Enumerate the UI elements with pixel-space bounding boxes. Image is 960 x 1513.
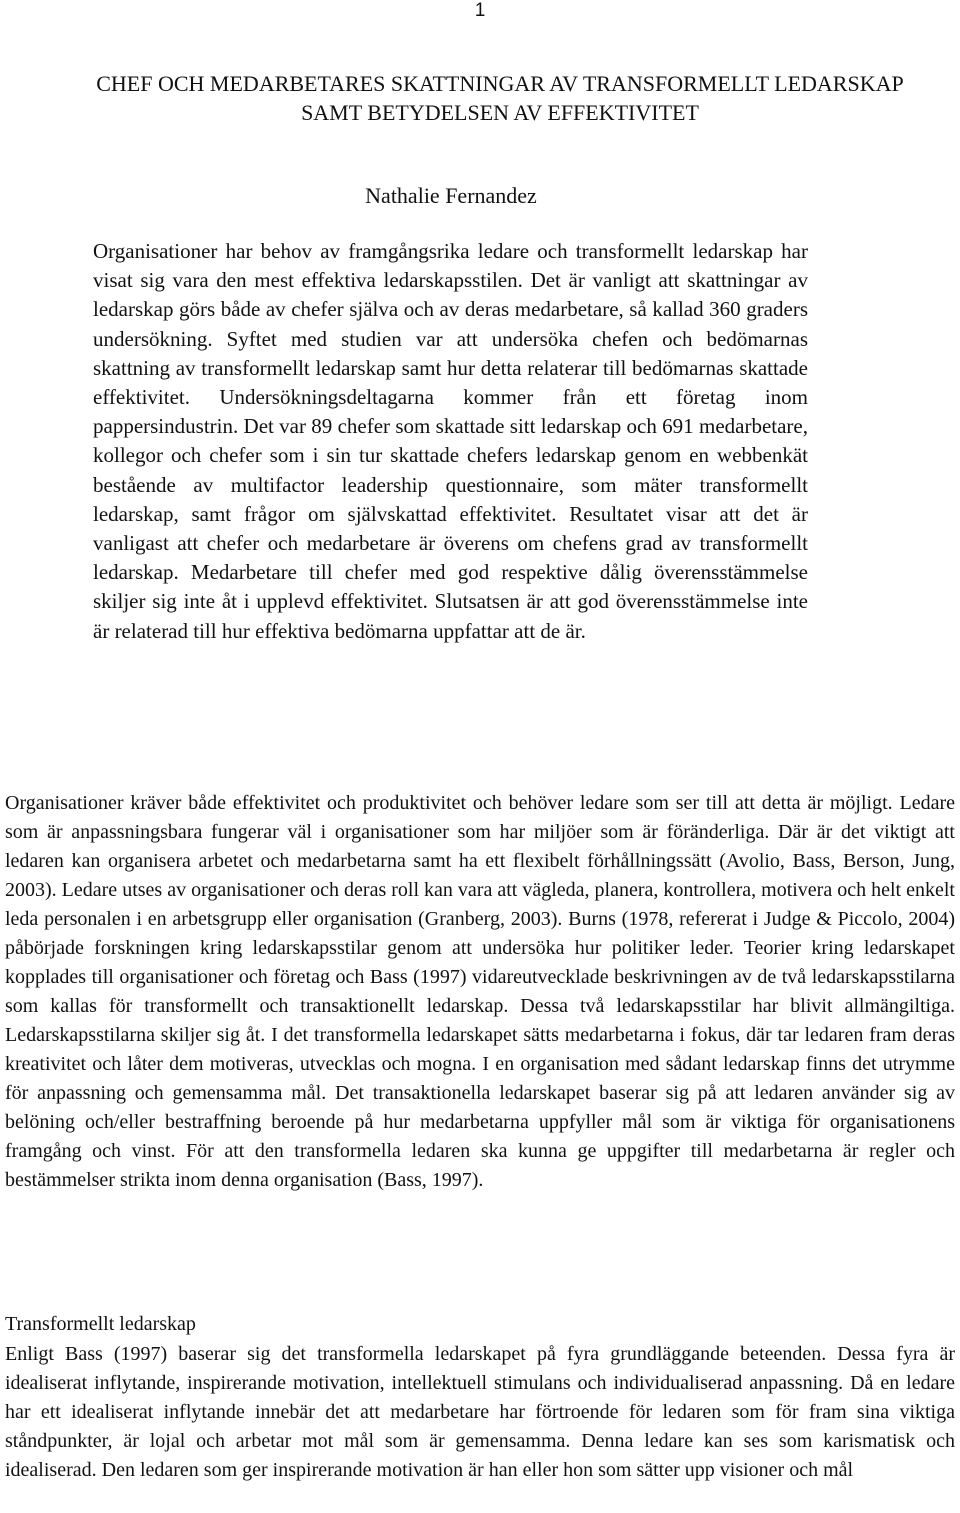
title-line-2: SAMT BETYDELSEN AV EFFEKTIVITET	[301, 100, 699, 125]
document-title	[0, 69, 960, 127]
page-number: 1	[474, 0, 486, 21]
abstract-paragraph: Organisationer har behov av framgångsrika ledare och transformellt ledarskap har visat sig vara den mest effektiva ledarskapsstilen. Det är vanligt att skattningar av ledarskap görs både av chefer själva och av deras medarbetare, så kallad 360 graders undersökning. Syftet med studien var att undersöka chefen och bedömarnas skattning av transformellt ledarskap samt hur detta relaterar till bedömarnas skattade effektivitet. Undersökningsdeltagarna kommer från ett företag inom pappersindustrin. Det var 89 chefer som skattade sitt ledarskap och 691 medarbetare, kollegor och chefer som i sin tur skattade chefers ledarskap genom en webbenkät bestående av multifactor leadership questionnaire, som mäter transformellt ledarskap, samt frågor om självskattad effektivitet. Resultatet visar att det är vanligast att chefer och medarbetare är överens om chefens grad av transformellt ledarskap. Medarbetare till chefer med god respektive dålig överensstämmelse skiljer sig inte åt i upplevd effektivitet. Slutsatsen är att god överensstämmelse inte är relaterad till hur effektiva bedömarna uppfattar att de är.	[93, 239, 808, 643]
title-line-1: CHEF OCH MEDARBETARES SKATTNINGAR AV TRANSFORMELLT LEDARSKAP	[96, 71, 904, 96]
introduction-paragraph: Organisationer kräver både effektivitet och produktivitet och behöver ledare som ser till att detta är möjligt. Ledare som är anpassningsbara fungerar väl i organisationer som har miljöer som är föränderliga. Där är det viktigt att ledaren kan organisera arbetet och medarbetarna samt ha ett flexibelt förhållningssätt (Avolio, Bass, Berson, Jung, 2003). Ledare utses av organisationer och deras roll kan vara att vägleda, planera, kontrollera, motivera och helt enkelt leda personalen i en arbetsgrupp eller organisation (Granberg, 2003). Burns (1978, refererat i Judge & Piccolo, 2004) påbörjade forskningen kring ledarskapsstilar genom att undersöka hur politiker leder. Teorier kring ledarskapet kopplades till organisationer och företag och Bass (1997) vidareutvecklade beskrivningen av de två ledarskapsstilarna som kallas för transformellt och transaktionellt ledarskap. Dessa två ledarskapsstilar har blivit allmängiltiga. Ledarskapsstilarna skiljer sig åt. I det transformella ledarskapet sätts medarbetarna i fokus, där tar ledaren fram deras kreativitet och låter dem motiveras, utvecklas och mogna. I en organisation med sådant ledarskap finns det utrymme för anpassning och gemensamma mål. Det transaktionella ledarskapet baserar sig på att ledaren använder sig av belöning och/eller bestraffning beroende på hur medarbetarna uppfyller mål som är viktiga för organisationens framgång och vinst. För att den transformella ledaren ska kunna ge uppgifter till medarbetarna är regler och bestämmelser strikta inom denna organisation (Bass, 1997).	[5, 792, 955, 1191]
section-paragraph: Enligt Bass (1997) baserar sig det transformella ledarskapet på fyra grundläggande beteenden. Dessa fyra är idealiserat inflytande, inspirerande motivation, intellektuell stimulans och individualiserad anpassning. Då en ledare har ett idealiserat inflytande innebär det att medarbetare har förtroende för ledaren som för fram sina viktiga ståndpunkter, är lojal och arbetar mot mål som är gemensamma. Denna ledare kan ses som karismatisk och idealiserad. Den ledaren som ger inspirerande motivation är han eller hon som sätter upp visioner och mål	[5, 1343, 955, 1481]
section-heading: Transformellt ledarskap	[5, 1313, 196, 1335]
author-name: Nathalie Fernandez	[365, 183, 537, 208]
